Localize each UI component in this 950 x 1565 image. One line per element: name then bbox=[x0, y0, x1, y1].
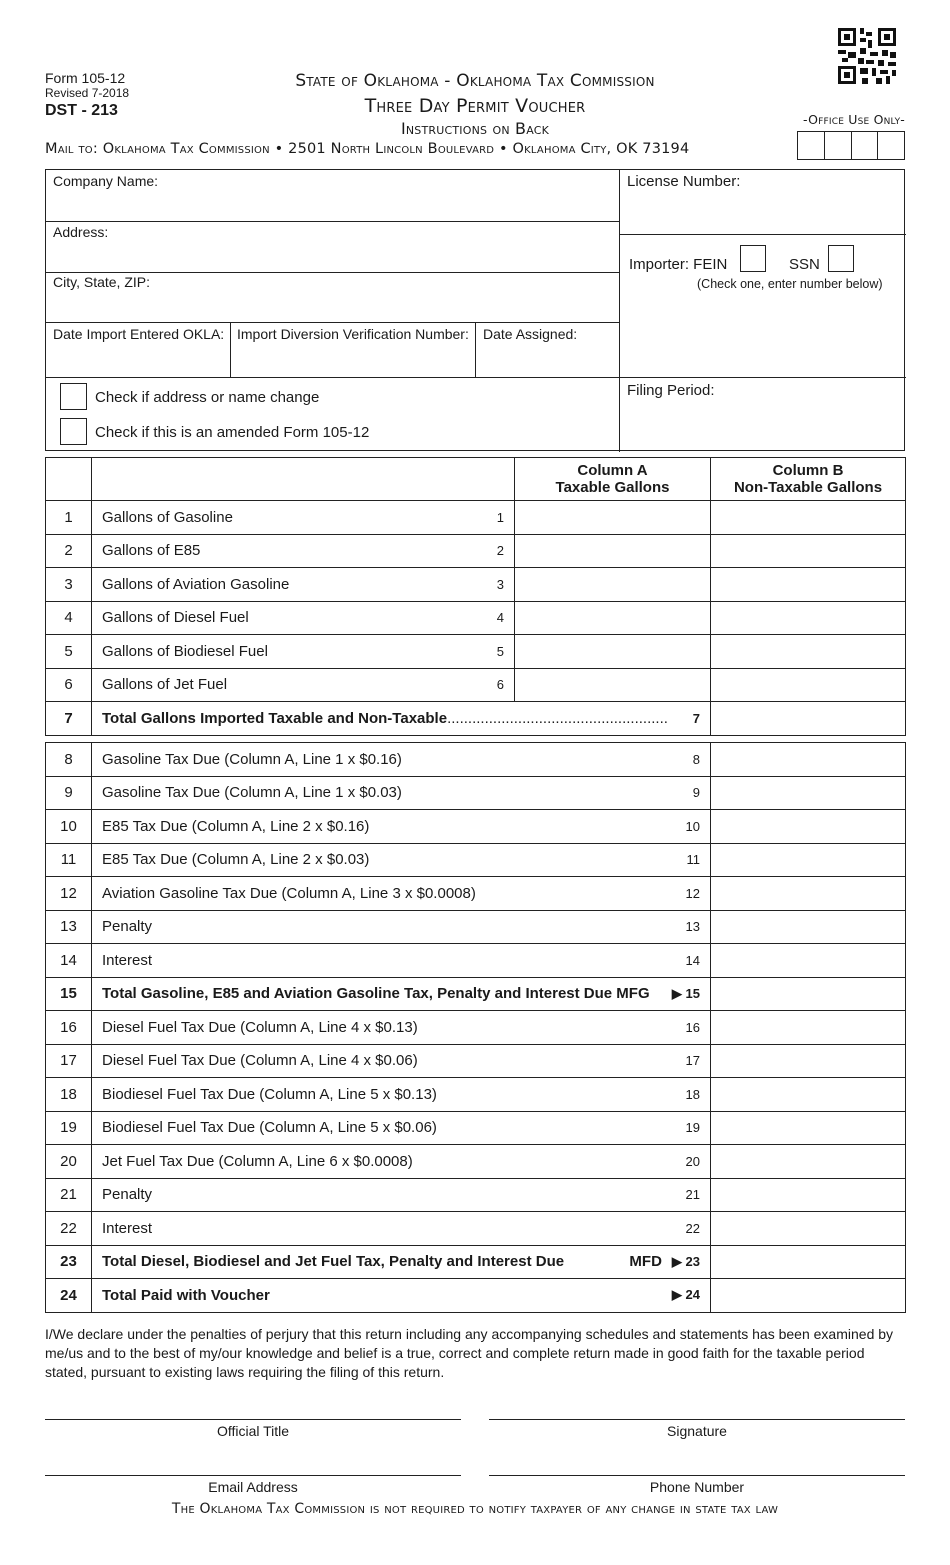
line-number: 17 bbox=[46, 1044, 92, 1078]
line-number: 19 bbox=[46, 1111, 92, 1145]
column-a-subtitle: Taxable Gallons bbox=[555, 479, 670, 496]
voucher-title: Three Day Permit Voucher bbox=[364, 95, 586, 117]
tax-line-row bbox=[46, 1178, 906, 1212]
column-b-header bbox=[711, 458, 906, 501]
line-description bbox=[92, 668, 515, 702]
amended-form-label: Check if this is an amended Form 105-12 bbox=[95, 424, 370, 441]
tax-line-row bbox=[46, 1145, 906, 1179]
date-assigned-field[interactable] bbox=[477, 346, 618, 376]
line-number: 8 bbox=[46, 743, 92, 777]
amount-input[interactable] bbox=[711, 1078, 906, 1112]
line-label: Diesel Fuel Tax Due (Column A, Line 4 x $0.13) bbox=[102, 1018, 418, 1036]
line-number: 11 bbox=[46, 843, 92, 877]
line-description bbox=[92, 601, 515, 635]
tax-line-row bbox=[46, 1044, 906, 1078]
line-number: 6 bbox=[46, 668, 92, 702]
line-description bbox=[92, 1178, 711, 1212]
line-description bbox=[92, 843, 711, 877]
company-name-label: Company Name: bbox=[53, 173, 159, 189]
amount-input[interactable] bbox=[711, 1178, 906, 1212]
line-ref: 18 bbox=[685, 1086, 700, 1102]
amount-input[interactable] bbox=[711, 843, 906, 877]
gallon-line-row bbox=[46, 601, 906, 635]
line-label: Gallons of Aviation Gasoline bbox=[102, 575, 290, 593]
importer-fein-label: Importer: FEIN bbox=[629, 256, 728, 273]
declaration-text: I/We declare under the penalties of perjury that this return including any accompanying schedules and statements has been examined by me/us and to the best of my/our knowledge and belief is a true, correct and complete return made in good faith for the taxable period stated, pursuant to existing laws requiring the filing of this return. bbox=[45, 1326, 894, 1380]
column-a-input[interactable] bbox=[515, 568, 711, 602]
line-description bbox=[92, 944, 711, 978]
email-line[interactable] bbox=[45, 1475, 461, 1476]
tax-table bbox=[45, 742, 906, 1313]
tax-line-row bbox=[46, 877, 906, 911]
tax-line-row bbox=[46, 843, 906, 877]
gallon-line-row bbox=[46, 635, 906, 669]
form-number: Form 105-12 bbox=[45, 70, 126, 86]
amount-input[interactable] bbox=[711, 1279, 906, 1313]
line-description bbox=[92, 743, 711, 777]
column-b-input[interactable] bbox=[711, 601, 906, 635]
phone-line[interactable] bbox=[489, 1475, 905, 1476]
line-description bbox=[92, 501, 515, 535]
line-description bbox=[92, 1078, 711, 1112]
line-label: Interest bbox=[102, 1219, 153, 1237]
form-code: DST - 213 bbox=[45, 102, 118, 119]
date-import-label: Date Import Entered OKLA: bbox=[53, 326, 225, 342]
amount-input[interactable] bbox=[711, 944, 906, 978]
line-label: Gallons of Diesel Fuel bbox=[102, 609, 249, 627]
address-change-label: Check if address or name change bbox=[95, 389, 320, 406]
line-number: 5 bbox=[46, 635, 92, 669]
column-b-title: Column B bbox=[772, 462, 844, 479]
tax-line-row bbox=[46, 1111, 906, 1145]
line-number: 14 bbox=[46, 944, 92, 978]
tax-line-row bbox=[46, 1078, 906, 1112]
line-ref: 6 bbox=[496, 677, 504, 693]
line-number: 13 bbox=[46, 910, 92, 944]
line-ref: 3 bbox=[496, 576, 504, 592]
line-description bbox=[92, 1245, 711, 1279]
line-description bbox=[92, 1111, 711, 1145]
line-ref: 8 bbox=[692, 751, 700, 767]
license-number-field[interactable] bbox=[622, 194, 904, 232]
amount-input[interactable] bbox=[711, 910, 906, 944]
line-label: E85 Tax Due (Column A, Line 2 x $0.16) bbox=[102, 817, 370, 835]
column-a-input[interactable] bbox=[515, 668, 711, 702]
gallon-line-row bbox=[46, 668, 906, 702]
ssn-checkbox[interactable] bbox=[828, 245, 854, 272]
column-b-input[interactable] bbox=[711, 501, 906, 535]
tax-line-row bbox=[46, 1212, 906, 1246]
line-number: 15 bbox=[46, 977, 92, 1011]
phone-label: Phone Number bbox=[649, 1479, 745, 1495]
gallons-table bbox=[45, 457, 906, 736]
line-description bbox=[92, 776, 711, 810]
line-description bbox=[92, 977, 711, 1011]
city-state-zip-field[interactable] bbox=[47, 293, 617, 321]
license-number-label: License Number: bbox=[627, 173, 741, 190]
email-label: Email Address bbox=[208, 1479, 298, 1495]
import-diversion-label: Import Diversion Verification Number: bbox=[237, 326, 469, 342]
line-number: 9 bbox=[46, 776, 92, 810]
num-col-header bbox=[46, 458, 92, 501]
line-number: 21 bbox=[46, 1178, 92, 1212]
amended-form-checkbox[interactable] bbox=[60, 418, 87, 445]
line-ref: 19 bbox=[685, 1120, 700, 1136]
column-a-header bbox=[515, 458, 711, 501]
column-b-input[interactable] bbox=[711, 668, 906, 702]
line-description bbox=[92, 1279, 711, 1313]
tax-line-row bbox=[46, 910, 906, 944]
column-a-input[interactable] bbox=[515, 501, 711, 535]
line-number: 7 bbox=[46, 702, 92, 736]
column-b-input[interactable] bbox=[711, 568, 906, 602]
line-label: Total Diesel, Biodiesel and Jet Fuel Tax, Penalty and Interest Due bbox=[102, 1253, 565, 1271]
line-label: Gallons of Biodiesel Fuel bbox=[102, 642, 268, 660]
line-ref: ▶ 15 bbox=[671, 985, 700, 1001]
amount-input[interactable] bbox=[711, 1245, 906, 1279]
line-code: MFD bbox=[629, 1253, 662, 1271]
column-a-input[interactable] bbox=[515, 635, 711, 669]
amount-input[interactable] bbox=[711, 1145, 906, 1179]
address-field[interactable] bbox=[47, 243, 617, 271]
line-number: 2 bbox=[46, 534, 92, 568]
line-number: 10 bbox=[46, 810, 92, 844]
line-ref: 14 bbox=[685, 952, 700, 968]
line-description bbox=[92, 910, 711, 944]
tax-line-row bbox=[46, 1245, 906, 1279]
line-ref: 7 bbox=[692, 710, 700, 726]
check-one-note: (Check one, enter number below) bbox=[697, 277, 883, 291]
column-b-subtitle: Non-Taxable Gallons bbox=[733, 479, 883, 496]
line-ref: ▶ 24 bbox=[671, 1287, 700, 1303]
filing-period-field[interactable] bbox=[622, 402, 904, 450]
line-label: Gasoline Tax Due (Column A, Line 1 x $0.03) bbox=[102, 784, 402, 802]
line-label: Gasoline Tax Due (Column A, Line 1 x $0.16) bbox=[102, 750, 402, 768]
line-description bbox=[92, 635, 515, 669]
line-label: Diesel Fuel Tax Due (Column A, Line 4 x $0.06) bbox=[102, 1052, 418, 1070]
line-number: 1 bbox=[46, 501, 92, 535]
line-label: Gallons of Gasoline bbox=[102, 508, 233, 526]
id-number-field[interactable] bbox=[622, 296, 904, 374]
line-number: 24 bbox=[46, 1279, 92, 1313]
column-a-input[interactable] bbox=[515, 601, 711, 635]
line-number: 12 bbox=[46, 877, 92, 911]
line-ref: 4 bbox=[496, 610, 504, 626]
amount-input[interactable] bbox=[711, 776, 906, 810]
line-number: 18 bbox=[46, 1078, 92, 1112]
tax-line-row bbox=[46, 810, 906, 844]
mail-to-address: Mail to: Oklahoma Tax Commission • 2501 North Lincoln Boulevard • Oklahoma City, OK 73194 bbox=[45, 141, 690, 157]
line-ref: 13 bbox=[685, 919, 700, 935]
ssn-label: SSN bbox=[789, 256, 820, 273]
line-ref: 10 bbox=[685, 818, 700, 834]
fein-checkbox[interactable] bbox=[740, 245, 766, 272]
desc-col-header bbox=[92, 458, 515, 501]
signature-line[interactable] bbox=[489, 1419, 905, 1420]
line-ref: 11 bbox=[686, 852, 700, 868]
line-label: Biodiesel Fuel Tax Due (Column A, Line 5 x $0.06) bbox=[102, 1119, 437, 1137]
column-a-input[interactable] bbox=[515, 534, 711, 568]
line-ref: 20 bbox=[685, 1153, 700, 1169]
address-label: Address: bbox=[53, 224, 109, 240]
line-description bbox=[92, 1011, 711, 1045]
office-use-label: -Office Use Only- bbox=[803, 112, 905, 127]
amount-input[interactable] bbox=[711, 1111, 906, 1145]
line-label: Total Gasoline, E85 and Aviation Gasoline Tax, Penalty and Interest Due MFG bbox=[102, 985, 650, 1003]
signature-label: Signature bbox=[667, 1423, 727, 1439]
line-ref: 21 bbox=[685, 1187, 700, 1203]
import-diversion-field[interactable] bbox=[232, 346, 474, 376]
taxpayer-info-section bbox=[45, 169, 905, 451]
footer-notice: The Oklahoma Tax Commission is not required to notify taxpayer of any change in state tax law bbox=[171, 1501, 779, 1517]
line-ref: 9 bbox=[692, 785, 700, 801]
line-ref: 1 bbox=[496, 509, 504, 525]
total-gallons-row bbox=[46, 702, 906, 736]
line-description bbox=[92, 810, 711, 844]
official-title-label: Official Title bbox=[216, 1423, 290, 1439]
amount-input[interactable] bbox=[711, 810, 906, 844]
column-b-input[interactable] bbox=[711, 534, 906, 568]
line-description bbox=[92, 702, 711, 736]
line-number: 23 bbox=[46, 1245, 92, 1279]
line-ref: 22 bbox=[685, 1220, 700, 1236]
line-ref: 12 bbox=[685, 885, 700, 901]
amount-input[interactable] bbox=[711, 743, 906, 777]
amount-input[interactable] bbox=[711, 877, 906, 911]
total-gallons-input[interactable] bbox=[711, 702, 906, 736]
line-description bbox=[92, 1044, 711, 1078]
line-label: Penalty bbox=[102, 1186, 153, 1204]
amount-input[interactable] bbox=[711, 977, 906, 1011]
leader-dots: ..................................................... bbox=[447, 709, 668, 727]
gallon-line-row bbox=[46, 568, 906, 602]
line-label: E85 Tax Due (Column A, Line 2 x $0.03) bbox=[102, 851, 370, 869]
date-assigned-label: Date Assigned: bbox=[483, 326, 578, 342]
agency-title: State of Oklahoma - Oklahoma Tax Commission bbox=[295, 71, 655, 91]
amount-input[interactable] bbox=[711, 1212, 906, 1246]
line-label: Aviation Gasoline Tax Due (Column A, Line 3 x $0.0008) bbox=[102, 884, 476, 902]
line-description bbox=[92, 1212, 711, 1246]
line-label: Penalty bbox=[102, 918, 153, 936]
line-number: 22 bbox=[46, 1212, 92, 1246]
line-description bbox=[92, 1145, 711, 1179]
tax-line-row bbox=[46, 1279, 906, 1313]
tax-line-row bbox=[46, 743, 906, 777]
gallon-line-row bbox=[46, 501, 906, 535]
qr-code-icon bbox=[838, 28, 896, 84]
line-label: Gallons of E85 bbox=[102, 542, 201, 560]
line-ref: ▶ 23 bbox=[671, 1253, 700, 1269]
column-a-title: Column A bbox=[577, 462, 648, 479]
city-state-zip-label: City, State, ZIP: bbox=[53, 274, 150, 290]
line-description bbox=[92, 877, 711, 911]
line-label: Jet Fuel Tax Due (Column A, Line 6 x $0.0008) bbox=[102, 1152, 413, 1170]
line-ref: 16 bbox=[685, 1019, 700, 1035]
line-label: Interest bbox=[102, 951, 153, 969]
address-change-checkbox[interactable] bbox=[60, 383, 87, 410]
column-b-input[interactable] bbox=[711, 635, 906, 669]
line-number: 3 bbox=[46, 568, 92, 602]
gallon-line-row bbox=[46, 534, 906, 568]
form-revised: Revised 7-2018 bbox=[45, 86, 130, 100]
tax-line-row bbox=[46, 977, 906, 1011]
line-label: Total Gallons Imported Taxable and Non-Taxable bbox=[102, 709, 448, 727]
filing-period-label: Filing Period: bbox=[627, 382, 715, 399]
line-ref: 17 bbox=[685, 1053, 700, 1069]
line-label: Biodiesel Fuel Tax Due (Column A, Line 5 x $0.13) bbox=[102, 1085, 437, 1103]
official-title-line[interactable] bbox=[45, 1419, 461, 1420]
line-description bbox=[92, 568, 515, 602]
amount-input[interactable] bbox=[711, 1011, 906, 1045]
line-label: Total Paid with Voucher bbox=[102, 1286, 270, 1304]
amount-input[interactable] bbox=[711, 1044, 906, 1078]
tax-line-row bbox=[46, 776, 906, 810]
line-ref: 5 bbox=[496, 643, 504, 659]
tax-line-row bbox=[46, 1011, 906, 1045]
line-description bbox=[92, 534, 515, 568]
line-ref: 2 bbox=[496, 543, 504, 559]
line-number: 4 bbox=[46, 601, 92, 635]
tax-line-row bbox=[46, 944, 906, 978]
office-use-box bbox=[797, 131, 905, 160]
line-number: 20 bbox=[46, 1145, 92, 1179]
instructions-subtitle: Instructions on Back bbox=[400, 119, 550, 138]
company-name-field[interactable] bbox=[47, 192, 617, 220]
line-label: Gallons of Jet Fuel bbox=[102, 676, 228, 694]
line-number: 16 bbox=[46, 1011, 92, 1045]
date-import-field[interactable] bbox=[47, 346, 229, 376]
